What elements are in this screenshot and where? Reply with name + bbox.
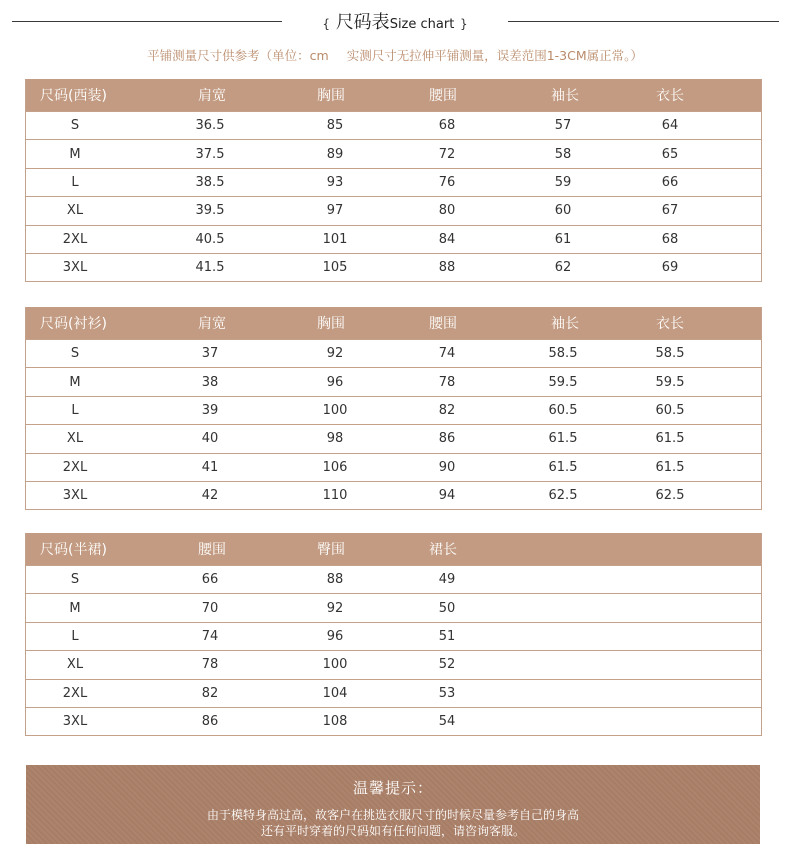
tip-box — [26, 765, 760, 844]
measurement-cell: 96 — [326, 628, 344, 644]
measurement-cell: 93 — [326, 174, 344, 190]
size-cell: M — [69, 600, 81, 616]
measurement-cell: 92 — [326, 346, 344, 362]
column-header: 胸围 — [317, 88, 345, 104]
measurement-cell: 105 — [322, 260, 348, 276]
table-row — [26, 339, 761, 367]
measurement-cell: 92 — [326, 600, 344, 616]
table-row — [26, 253, 761, 281]
measurement-cell: 108 — [322, 714, 348, 730]
size-cell: 2XL — [62, 685, 88, 701]
measurement-cell: 58.5 — [548, 346, 578, 362]
measurement-note-right: 实测尺寸无拉伸平铺测量，误差范围1-3CM属正常。） — [346, 48, 643, 63]
size-cell: L — [71, 402, 79, 418]
measurement-cell: 50 — [438, 600, 456, 616]
measurement-cell: 52 — [438, 657, 456, 673]
table-row — [26, 111, 761, 139]
measurement-cell: 40 — [201, 431, 219, 447]
size-cell: L — [71, 628, 79, 644]
column-header: 裙长 — [429, 542, 457, 558]
measurement-cell: 82 — [438, 402, 456, 418]
measurement-cell: 96 — [326, 374, 344, 390]
measurement-cell: 88 — [438, 260, 456, 276]
measurement-cell: 64 — [661, 118, 679, 134]
table-row — [26, 593, 761, 621]
measurement-cell: 104 — [322, 685, 348, 701]
measurement-cell: 100 — [322, 402, 348, 418]
table-row — [26, 139, 761, 167]
size-cell: L — [71, 174, 79, 190]
measurement-cell: 98 — [326, 431, 344, 447]
measurement-cell: 59 — [554, 174, 572, 190]
measurement-cell: 66 — [201, 572, 219, 588]
measurement-cell: 60.5 — [548, 402, 578, 418]
table-row — [26, 367, 761, 395]
measurement-cell: 78 — [201, 657, 219, 673]
column-header: 腰围 — [429, 316, 457, 332]
measurement-cell: 76 — [438, 174, 456, 190]
measurement-cell: 37.5 — [195, 146, 225, 162]
column-header: 尺码(半裙) — [40, 542, 107, 558]
measurement-cell: 66 — [661, 174, 679, 190]
size-cell: 3XL — [62, 488, 88, 504]
measurement-cell: 61.5 — [548, 459, 578, 475]
measurement-cell: 68 — [438, 118, 456, 134]
column-header: 袖长 — [551, 88, 579, 104]
measurement-cell: 74 — [201, 628, 219, 644]
table-row — [26, 565, 761, 593]
table-row — [26, 168, 761, 196]
measurement-cell: 58.5 — [655, 346, 685, 362]
measurement-cell: 36.5 — [195, 118, 225, 134]
measurement-cell: 65 — [661, 146, 679, 162]
table-row — [26, 396, 761, 424]
size-cell: 2XL — [62, 459, 88, 475]
measurement-note-left: 平铺测量尺寸供参考（单位：cm — [147, 48, 329, 63]
column-header: 袖长 — [551, 316, 579, 332]
measurement-cell: 61.5 — [655, 459, 685, 475]
size-cell: S — [70, 572, 80, 588]
tip-line-1: 由于模特身高过高，故客户在挑选衣服尺寸的时候尽量参考自己的身高 — [206, 808, 579, 822]
column-header: 肩宽 — [198, 88, 226, 104]
measurement-cell: 39.5 — [195, 203, 225, 219]
measurement-cell: 62 — [554, 260, 572, 276]
measurement-cell: 60.5 — [655, 402, 685, 418]
measurement-cell: 80 — [438, 203, 456, 219]
size-cell: 2XL — [62, 231, 88, 247]
measurement-cell: 94 — [438, 488, 456, 504]
measurement-cell: 41 — [201, 459, 219, 475]
column-header: 腰围 — [198, 542, 226, 558]
table-header-shirt — [26, 307, 761, 339]
measurement-cell: 110 — [322, 488, 348, 504]
measurement-cell: 88 — [326, 572, 344, 588]
measurement-cell: 86 — [438, 431, 456, 447]
measurement-cell: 90 — [438, 459, 456, 475]
column-header: 肩宽 — [198, 316, 226, 332]
measurement-cell: 78 — [438, 374, 456, 390]
size-table-shirt — [25, 307, 762, 510]
measurement-cell: 41.5 — [195, 260, 225, 276]
measurement-cell: 70 — [201, 600, 219, 616]
title-brace-right: } — [460, 17, 468, 31]
title-en: Size chart — [389, 17, 455, 32]
measurement-cell: 89 — [326, 146, 344, 162]
column-header: 衣长 — [656, 88, 684, 104]
table-row — [26, 196, 761, 224]
measurement-cell: 49 — [438, 572, 456, 588]
measurement-cell: 82 — [201, 685, 219, 701]
measurement-note — [0, 46, 790, 64]
measurement-cell: 38.5 — [195, 174, 225, 190]
measurement-cell: 68 — [661, 231, 679, 247]
table-row — [26, 707, 761, 735]
measurement-cell: 54 — [438, 714, 456, 730]
measurement-cell: 39 — [201, 402, 219, 418]
table-row — [26, 453, 761, 481]
measurement-cell: 51 — [438, 628, 456, 644]
tip-line-2: 还有平时穿着的尺码如有任何问题，请咨询客服。 — [260, 824, 525, 838]
table-header-suit — [26, 79, 761, 111]
column-header: 尺码(衬衫) — [40, 316, 107, 332]
table-row — [26, 481, 761, 509]
tip-title: 温馨提示： — [352, 779, 433, 797]
measurement-cell: 74 — [438, 346, 456, 362]
size-cell: S — [70, 118, 80, 134]
measurement-cell: 106 — [322, 459, 348, 475]
measurement-cell: 38 — [201, 374, 219, 390]
table-row — [26, 650, 761, 678]
column-header: 腰围 — [429, 88, 457, 104]
size-cell: M — [69, 374, 81, 390]
measurement-cell: 60 — [554, 203, 572, 219]
title-brace-left: { — [322, 17, 330, 31]
measurement-cell: 86 — [201, 714, 219, 730]
measurement-cell: 84 — [438, 231, 456, 247]
measurement-cell: 58 — [554, 146, 572, 162]
table-row — [26, 622, 761, 650]
size-cell: XL — [66, 203, 84, 219]
size-table-suit — [25, 79, 762, 282]
column-header: 臀围 — [317, 542, 345, 558]
measurement-cell: 59.5 — [655, 374, 685, 390]
measurement-cell: 62.5 — [548, 488, 578, 504]
measurement-cell: 59.5 — [548, 374, 578, 390]
page-title — [0, 8, 790, 34]
size-cell: S — [70, 346, 80, 362]
column-header: 衣长 — [656, 316, 684, 332]
size-cell: 3XL — [62, 260, 88, 276]
measurement-cell: 67 — [661, 203, 679, 219]
measurement-cell: 57 — [554, 118, 572, 134]
column-header: 胸围 — [317, 316, 345, 332]
measurement-cell: 37 — [201, 346, 219, 362]
measurement-cell: 97 — [326, 203, 344, 219]
measurement-cell: 61.5 — [548, 431, 578, 447]
measurement-cell: 69 — [661, 260, 679, 276]
table-row — [26, 424, 761, 452]
size-table-skirt — [25, 533, 762, 736]
table-row — [26, 225, 761, 253]
measurement-cell: 85 — [326, 118, 344, 134]
measurement-cell: 101 — [322, 231, 348, 247]
measurement-cell: 53 — [438, 685, 456, 701]
size-cell: XL — [66, 431, 84, 447]
table-header-skirt — [26, 533, 761, 565]
title-cn: 尺码表 — [335, 12, 390, 33]
size-cell: M — [69, 146, 81, 162]
measurement-cell: 61 — [554, 231, 572, 247]
measurement-cell: 62.5 — [655, 488, 685, 504]
table-row — [26, 679, 761, 707]
measurement-cell: 100 — [322, 657, 348, 673]
measurement-cell: 72 — [438, 146, 456, 162]
measurement-cell: 61.5 — [655, 431, 685, 447]
column-header: 尺码(西装) — [40, 88, 107, 104]
size-cell: XL — [66, 657, 84, 673]
measurement-cell: 42 — [201, 488, 219, 504]
size-cell: 3XL — [62, 714, 88, 730]
measurement-cell: 40.5 — [195, 231, 225, 247]
